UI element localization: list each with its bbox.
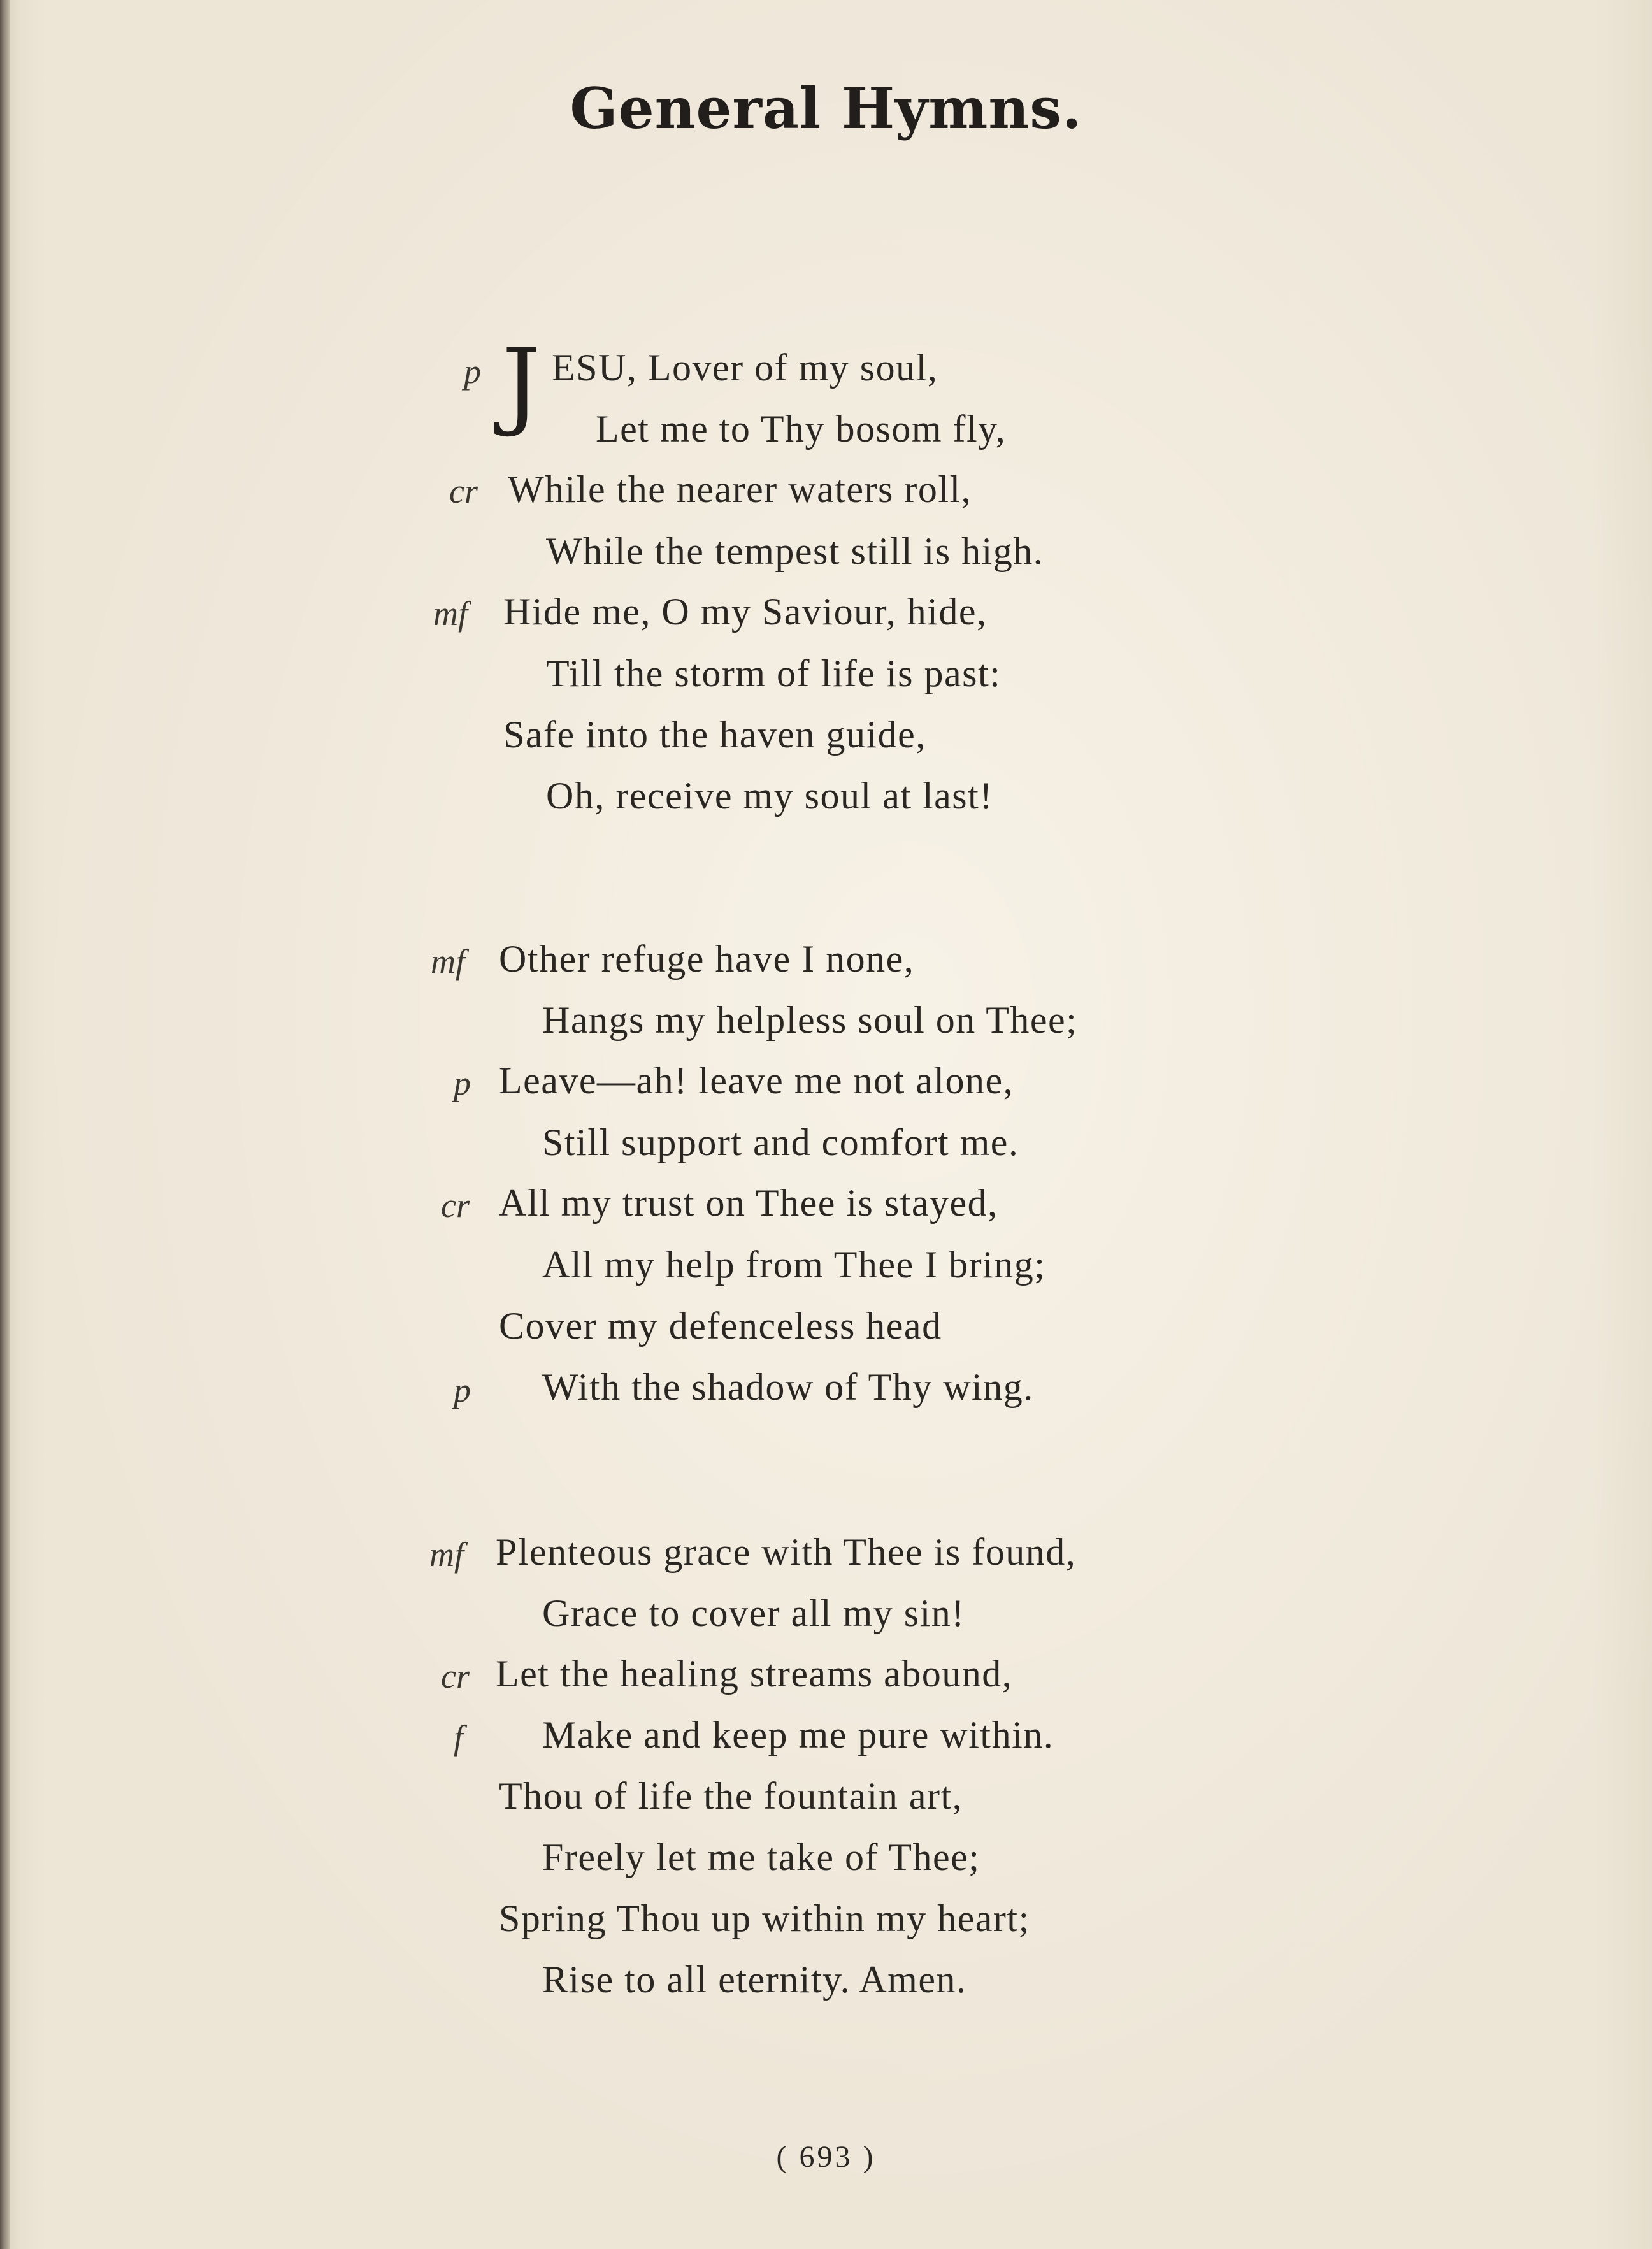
verse-line: Till the storm of life is past: — [546, 652, 1002, 694]
verse-line: Thou of life the fountain art, — [499, 1775, 963, 1817]
dynamic-mark: cr — [441, 1186, 470, 1225]
dynamic-mark: p — [464, 352, 481, 391]
verse-line: Leave—ah! leave me not alone, — [499, 1060, 1014, 1102]
verse-line: While the nearer waters roll, — [508, 468, 972, 510]
verse-line: Make and keep me pure within. — [542, 1714, 1054, 1756]
dynamic-mark: p — [454, 1371, 471, 1409]
dynamic-mark: f — [454, 1718, 464, 1757]
verse-line: Hangs my helpless soul on Thee; — [542, 999, 1078, 1041]
page-number: ( 693 ) — [776, 2140, 876, 2174]
verse-line: Cover my defenceless head — [499, 1305, 942, 1347]
verse-line: Oh, receive my soul at last! — [546, 775, 993, 817]
verse-line: While the tempest still is high. — [546, 530, 1044, 572]
running-head: General Hymns. — [570, 75, 1082, 141]
book-spine-shadow — [0, 0, 10, 2249]
verse-line: Hide me, O my Saviour, hide, — [503, 591, 988, 633]
dynamic-mark: mf — [431, 942, 465, 981]
verse-line: ESU, Lover of my soul, — [552, 347, 938, 389]
verse-line: Still support and comfort me. — [542, 1121, 1019, 1163]
verse-line: Grace to cover all my sin! — [542, 1592, 965, 1634]
verse-line: All my help from Thee I bring; — [542, 1244, 1046, 1286]
verse-line: With the shadow of Thy wing. — [542, 1366, 1034, 1408]
verse-line: Safe into the haven guide, — [503, 714, 926, 756]
dynamic-mark: cr — [441, 1657, 470, 1695]
verse-line: Spring Thou up within my heart; — [499, 1897, 1030, 1939]
verse-line: Plenteous grace with Thee is found, — [496, 1531, 1077, 1573]
drop-cap: J — [502, 329, 541, 440]
verse-line: Let the healing streams abound, — [496, 1653, 1013, 1695]
dynamic-mark: cr — [449, 472, 478, 510]
verse-line: Let me to Thy bosom fly, — [596, 408, 1007, 450]
verse-line: Other refuge have I none, — [499, 938, 915, 980]
dynamic-mark: p — [454, 1064, 471, 1102]
dynamic-mark: mf — [429, 1535, 464, 1574]
dynamic-mark: mf — [433, 594, 468, 633]
verse-line: Freely let me take of Thee; — [542, 1836, 980, 1878]
verse-line: Rise to all eternity. Amen. — [542, 1958, 967, 2001]
verse-line: All my trust on Thee is stayed, — [499, 1182, 998, 1224]
